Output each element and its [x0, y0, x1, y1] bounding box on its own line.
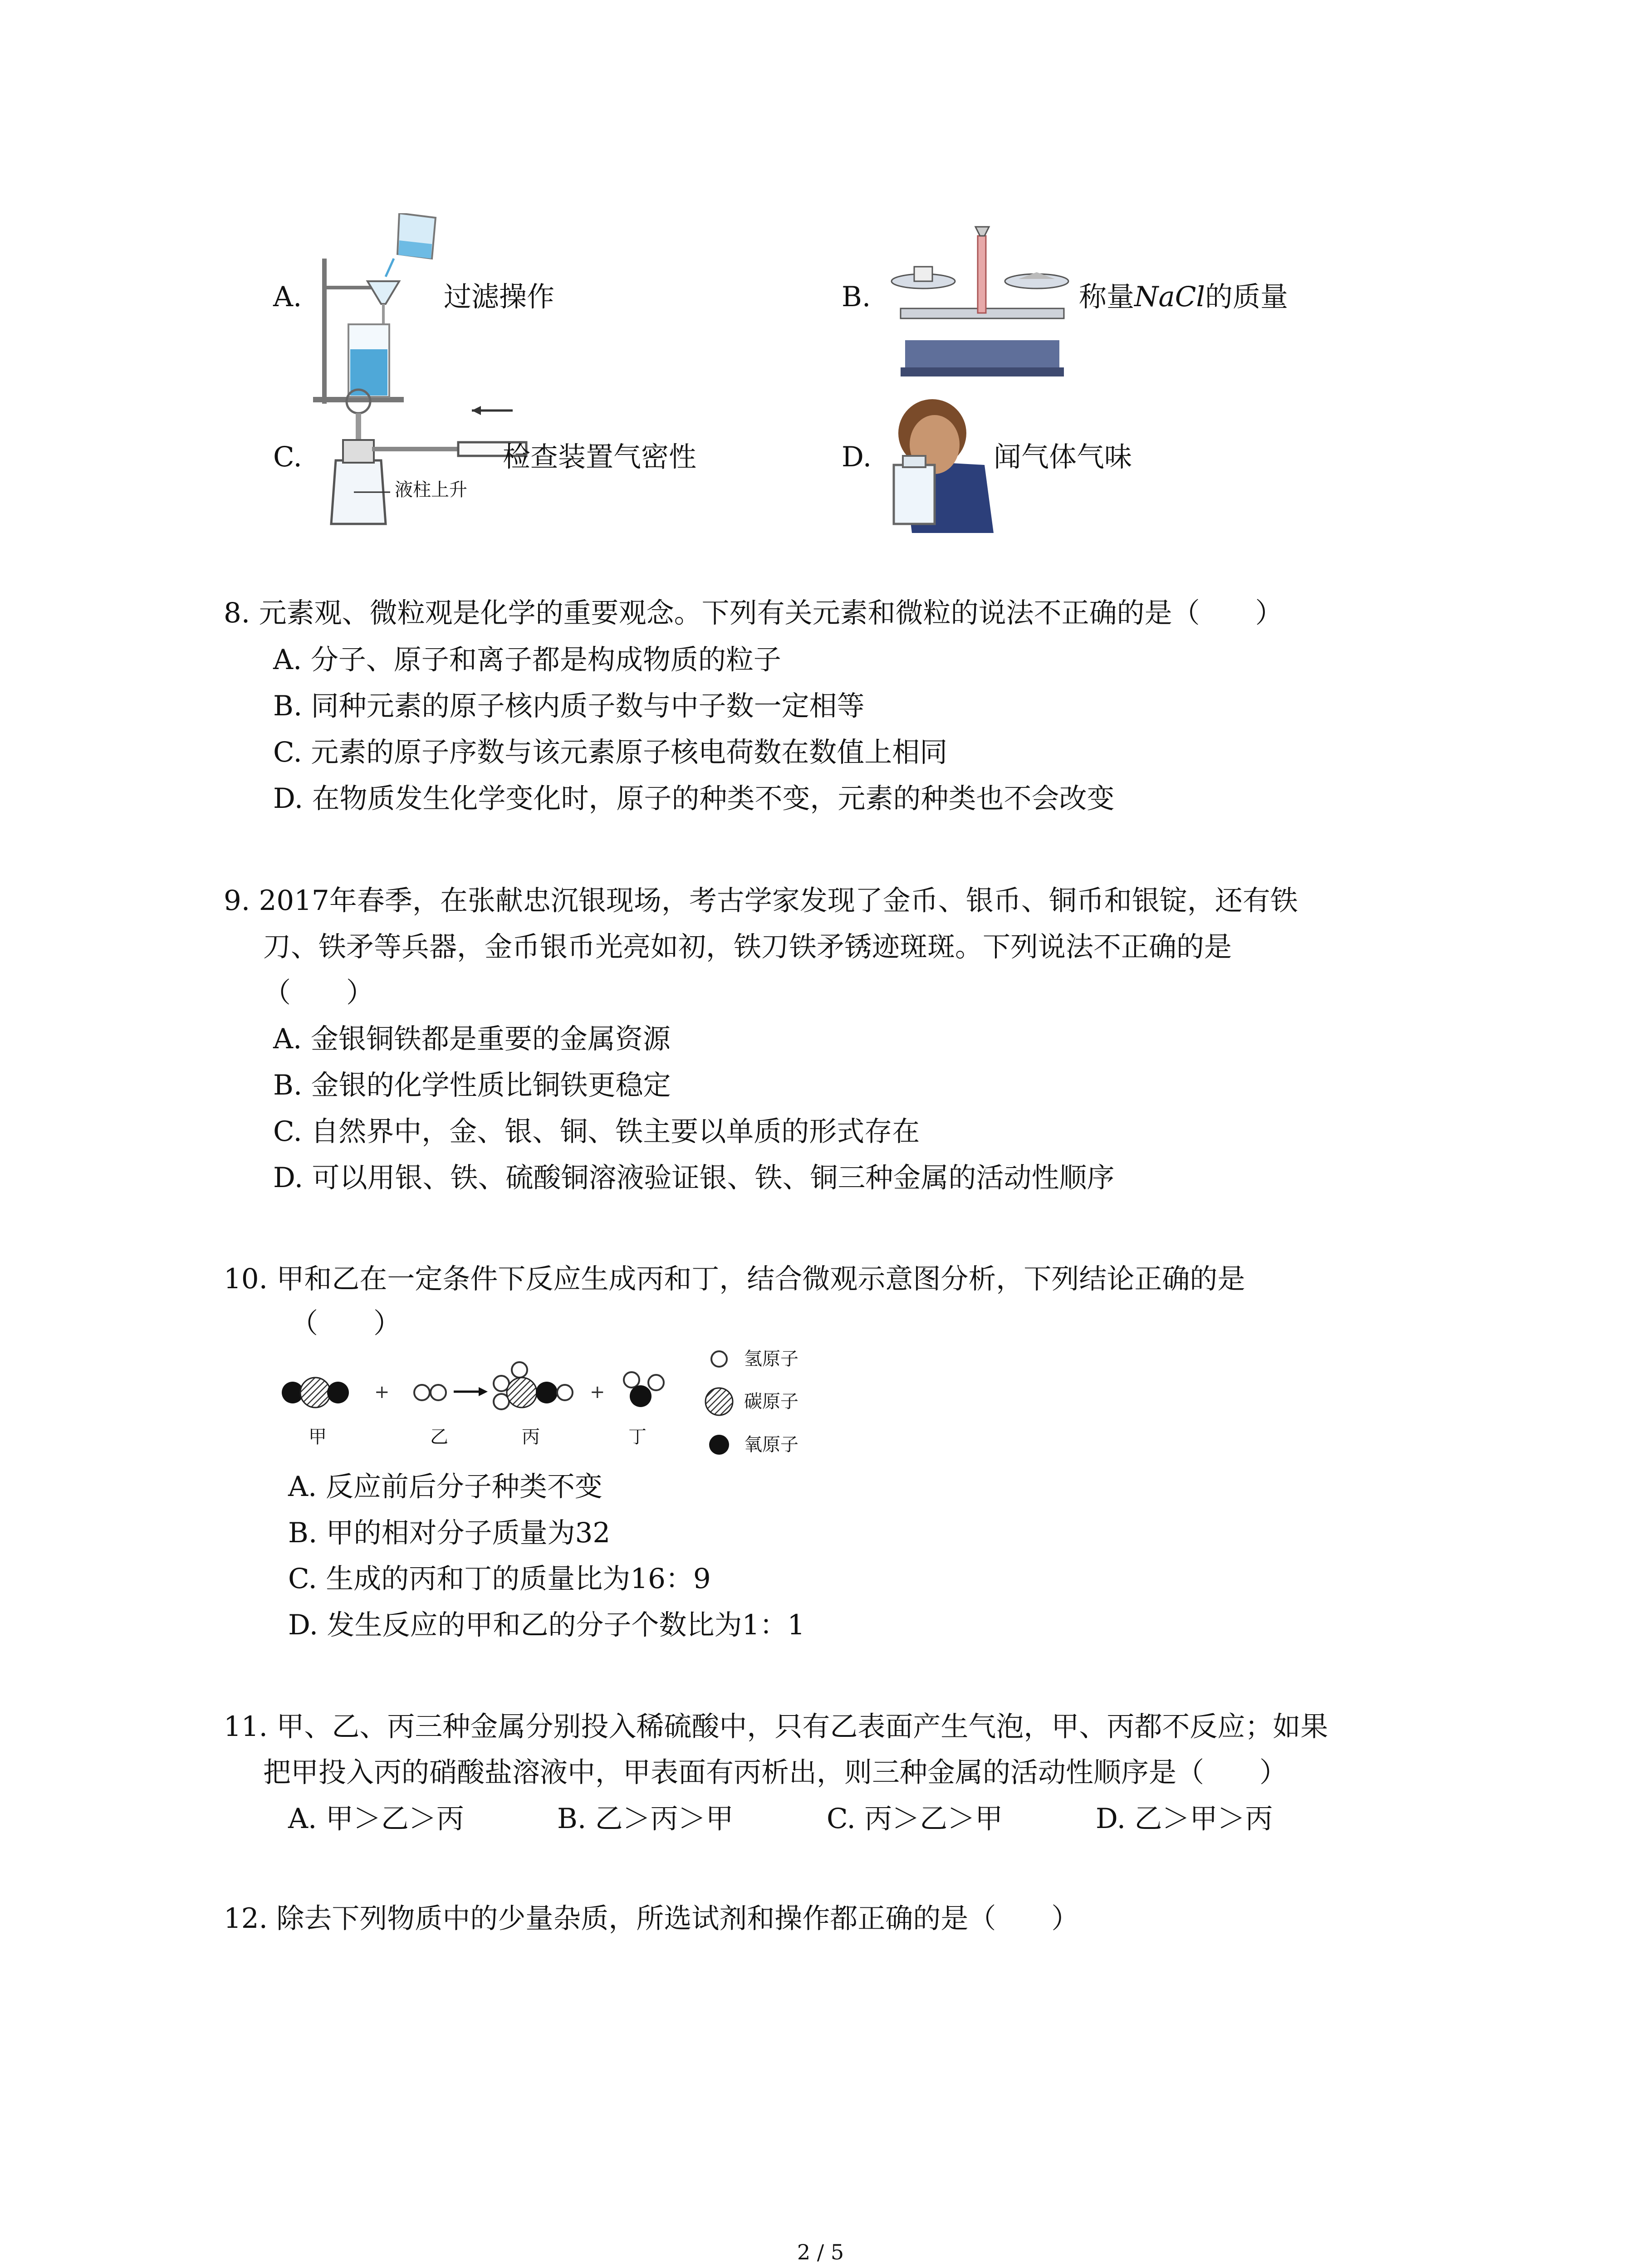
svg-text:+: +: [374, 1382, 390, 1403]
q8-option-c: C. 元素的原子序数与该元素原子核电荷数在数值上相同: [273, 736, 948, 768]
q9-option-d: D. 可以用银、铁、硫酸铜溶液验证银、铁、铜三种金属的活动性顺序: [273, 1162, 1115, 1194]
q7-option-a-label: A.: [273, 281, 302, 313]
q9-stem-line-1: 9. 2017年春季，在张献忠沉银现场，考古学家发现了金币、银币、铜币和银锭，还有铁: [224, 885, 1298, 917]
weigh-suffix: 的质量: [1205, 281, 1288, 313]
q10-stem-line-1: 10. 甲和乙在一定条件下反应生成丙和丁，结合微观示意图分析，下列结论正确的是: [224, 1263, 1245, 1295]
q11-option-a: A. 甲＞乙＞丙: [288, 1803, 464, 1835]
page-number: 2 / 5: [797, 2240, 844, 2264]
label-bing: 丙: [522, 1427, 540, 1447]
q10-option-c: C. 生成的丙和丁的质量比为16：9: [288, 1563, 711, 1595]
nacl-formula: NaCl: [1134, 281, 1205, 313]
q11-option-c: C. 丙＞乙＞甲: [827, 1803, 1003, 1835]
q10-stem-line-2: （ ）: [290, 1307, 402, 1339]
q11-stem-line-2: 把甲投入丙的硝酸盐溶液中，甲表面有丙析出，则三种金属的活动性顺序是（ ）: [263, 1756, 1288, 1789]
q8-option-a: A. 分子、原子和离子都是构成物质的粒子: [273, 644, 781, 676]
q9-option-c: C. 自然界中，金、银、铜、铁主要以单质的形式存在: [273, 1115, 920, 1148]
q8-stem: 8. 元素观、微粒观是化学的重要观念。下列有关元素和微粒的说法不正确的是（ ）: [224, 597, 1283, 629]
q9-stem-line-2: 刀、铁矛等兵器，金币银币光亮如初，铁刀铁矛锈迹斑斑。下列说法不正确的是: [263, 931, 1232, 963]
label-yi: 乙: [430, 1427, 448, 1447]
q7-option-d-label: D.: [842, 441, 872, 473]
q8-option-d: D. 在物质发生化学变化时，原子的种类不变，元素的种类也不会改变: [273, 782, 1115, 815]
q9-stem-line-3: （ ）: [263, 977, 374, 1009]
q7-option-c-label: C.: [273, 441, 302, 473]
q7-option-c-text: 检查装置气密性: [503, 441, 697, 473]
q10-option-d: D. 发生反应的甲和乙的分子个数比为1：1: [288, 1609, 805, 1641]
legend-hydrogen-atom: 氢原子: [744, 1349, 798, 1369]
q11-option-d: D. 乙＞甲＞丙: [1096, 1803, 1273, 1835]
smell-gas-figure: [885, 388, 1003, 533]
liquid-column-rising-note: 液柱上升: [395, 479, 467, 500]
q8-option-b: B. 同种元素的原子核内质子数与中子数一定相等: [273, 690, 865, 722]
weigh-prefix: 称量: [1079, 281, 1135, 313]
svg-text:+: +: [590, 1382, 605, 1403]
q7-option-b-label: B.: [842, 281, 871, 313]
q10-option-a: A. 反应前后分子种类不变: [288, 1471, 603, 1503]
q11-option-b: B. 乙＞丙＞甲: [557, 1803, 734, 1835]
q12-stem: 12. 除去下列物质中的少量杂质，所选试剂和操作都正确的是（ ）: [224, 1902, 1079, 1935]
q7-option-a-text: 过滤操作: [444, 281, 555, 313]
q10-option-b: B. 甲的相对分子质量为32: [288, 1517, 611, 1549]
balance-scale-figure: [887, 218, 1078, 381]
legend-oxygen-atom: 氧原子: [744, 1434, 798, 1455]
q7-option-b-text: [1079, 279, 1288, 315]
q11-stem-line-1: 11. 甲、乙、丙三种金属分别投入稀硫酸中，只有乙表面产生气泡，甲、丙都不反应；如果: [224, 1711, 1328, 1743]
label-ding: 丁: [628, 1427, 647, 1447]
q7-option-d-text: 闻气体气味: [994, 441, 1132, 473]
filtration-figure: [313, 213, 449, 404]
q9-option-a: A. 金银铜铁都是重要的金属资源: [273, 1023, 671, 1055]
q9-option-b: B. 金银的化学性质比铜铁更稳定: [273, 1069, 671, 1101]
legend-carbon-atom: 碳原子: [744, 1391, 798, 1412]
label-jia: 甲: [309, 1427, 327, 1447]
